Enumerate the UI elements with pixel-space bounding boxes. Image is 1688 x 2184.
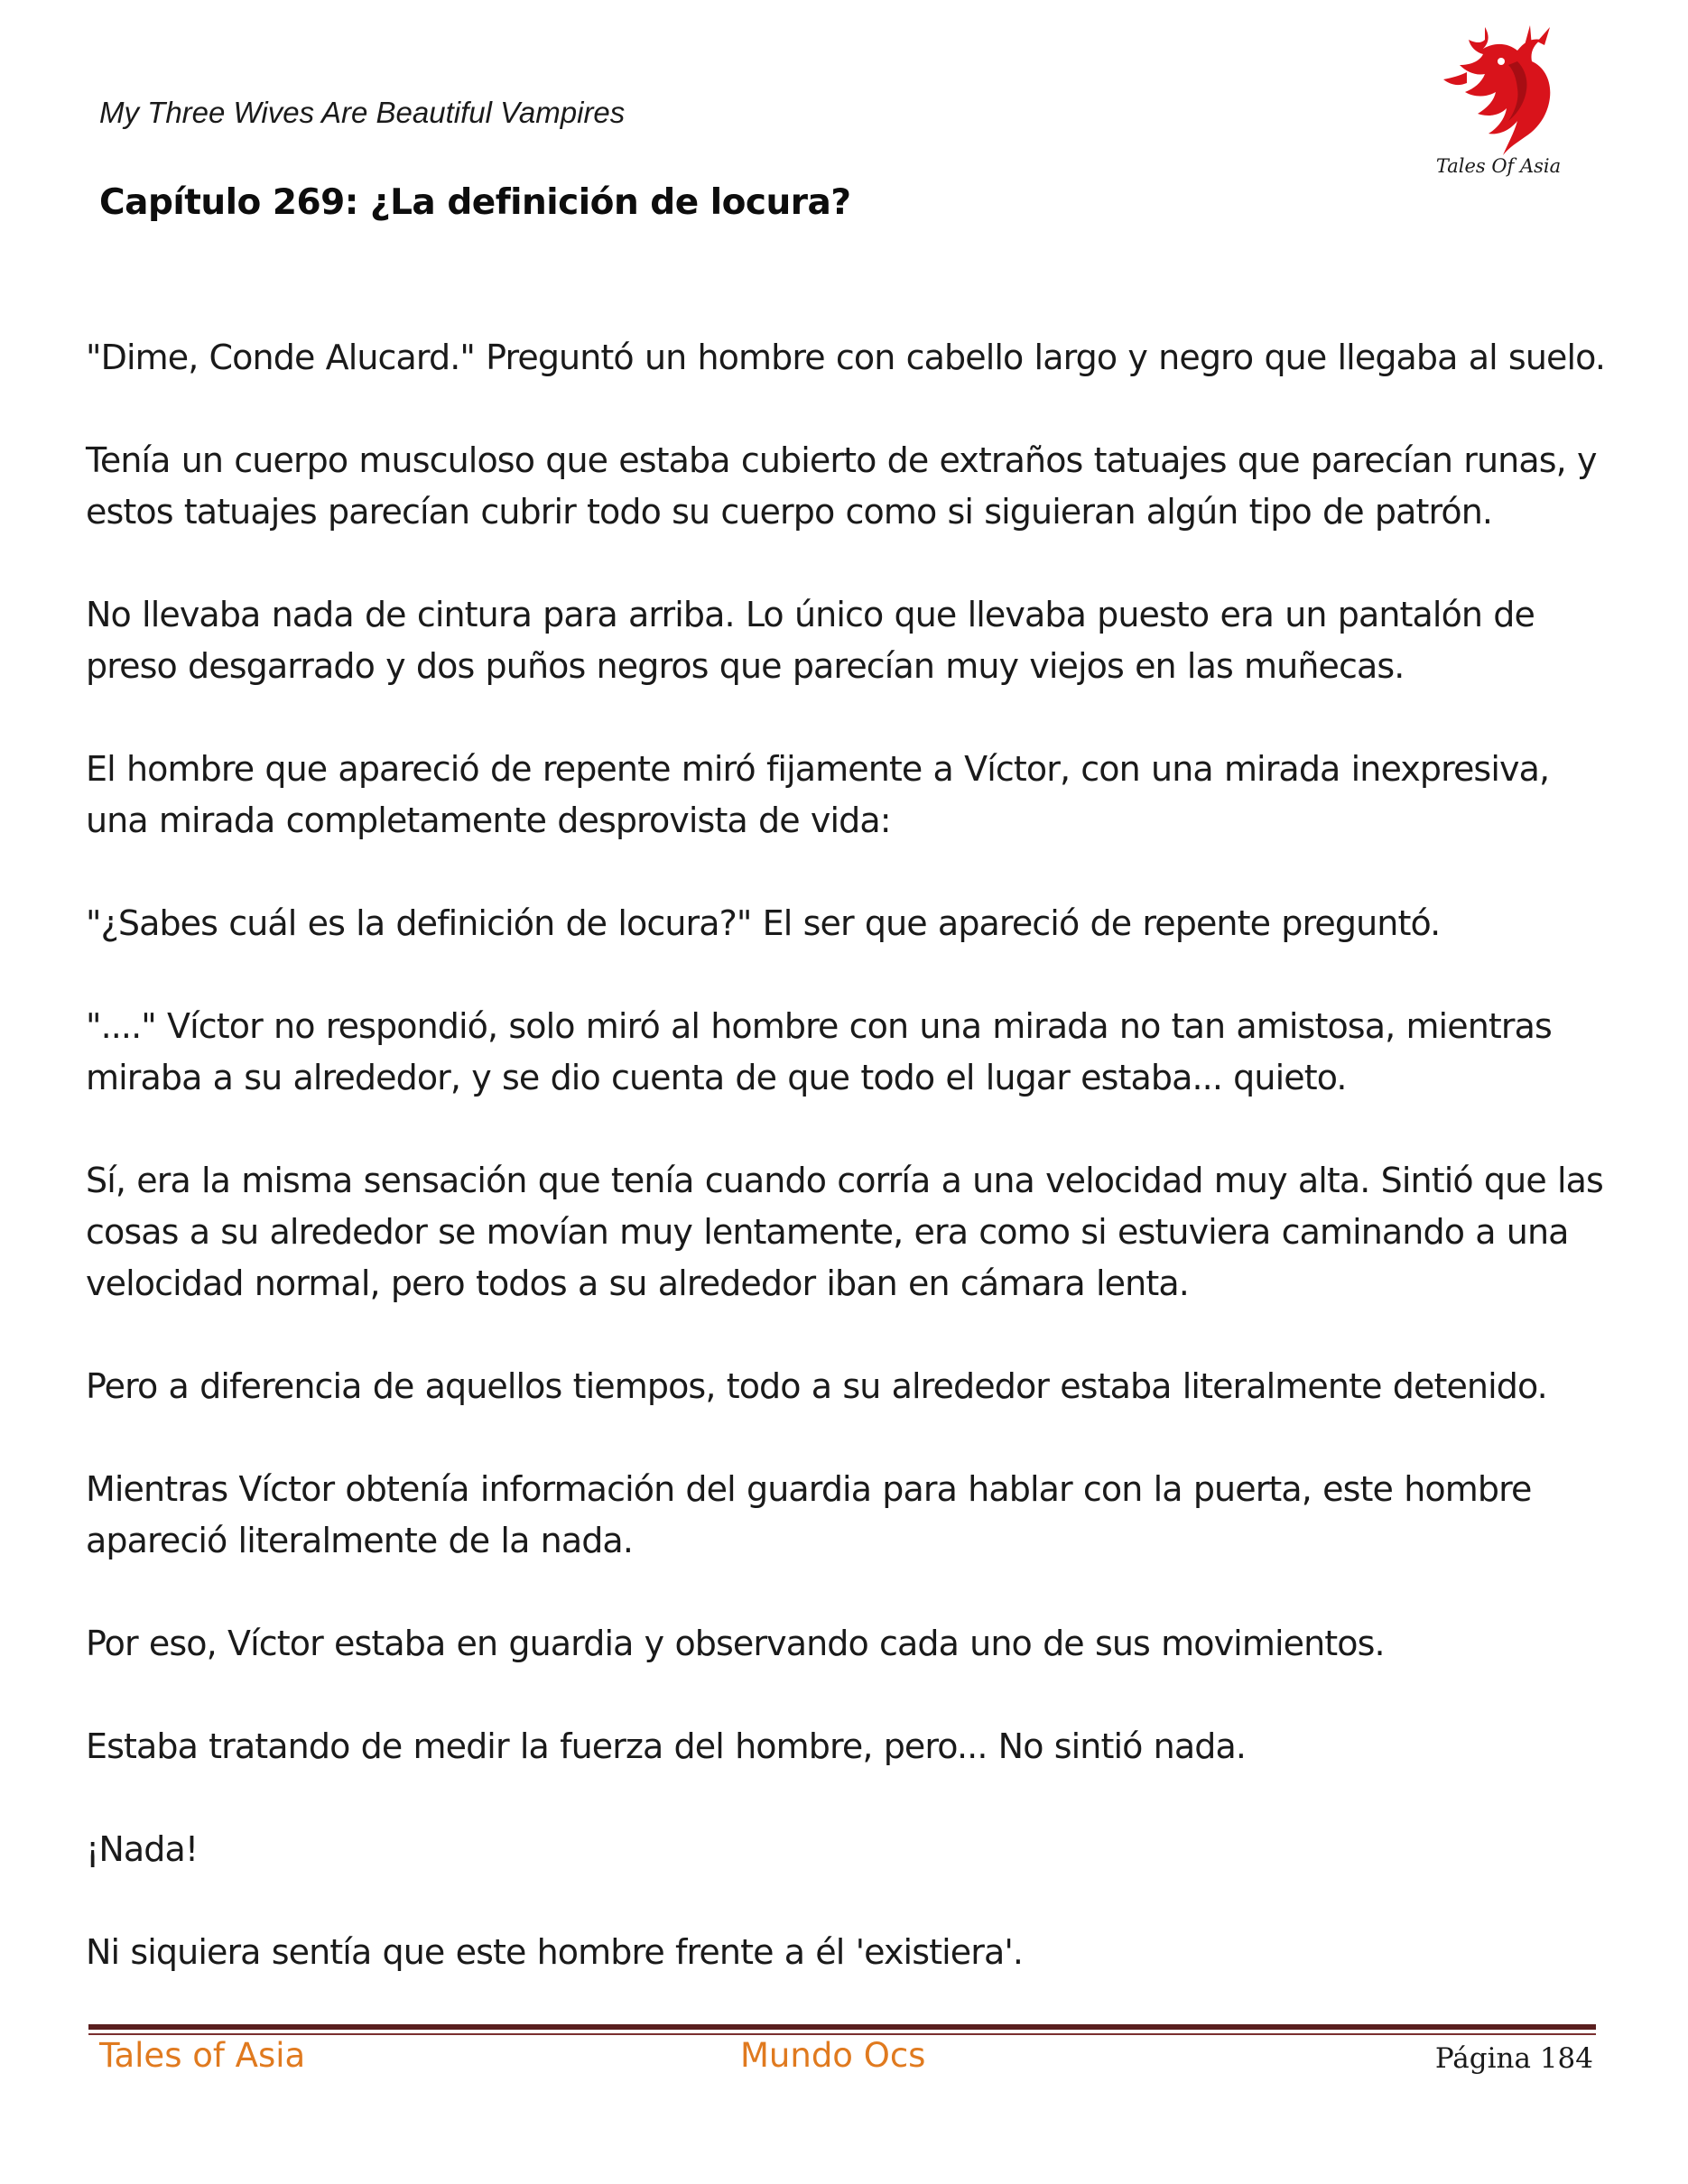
paragraph: "...." Víctor no respondió, solo miró al hombre con una mirada no tan amistosa, mientras miraba a su alrededor, y se dio cuenta de que todo el lugar estaba... quieto. [86, 1006, 1552, 1097]
footer-section-name: Mundo Ocs [740, 2036, 926, 2075]
paragraph: Pero a diferencia de aquellos tiempos, todo a su alrededor estaba literalmente detenido. [86, 1366, 1547, 1406]
book-title: My Three Wives Are Beautiful Vampires [99, 96, 626, 129]
paragraph: No llevaba nada de cintura para arriba. Lo único que llevaba puesto era un pantalón de preso desgarrado y dos puños negros que parecían muy viejos en las muñecas. [86, 595, 1535, 686]
paragraph: Sí, era la misma sensación que tenía cuando corría a una velocidad muy alta. Sintió que las cosas a su alrededor se movían muy lentamente, era como si estuviera caminando a una velocidad normal, pero todos a su alrededor iban en cámara lenta. [86, 1161, 1603, 1303]
logo-text: Tales Of Asia [1435, 155, 1562, 177]
page-number: Página 184 [1434, 2042, 1593, 2075]
paragraph: ¡Nada! [86, 1829, 199, 1869]
footer-divider-thin [88, 2033, 1596, 2035]
paragraph: "¿Sabes cuál es la definición de locura?" El ser que apareció de repente preguntó. [86, 903, 1441, 943]
paragraph: "Dime, Conde Alucard." Preguntó un hombre con cabello largo y negro que llegaba al suelo. [86, 338, 1606, 377]
paragraph: El hombre que apareció de repente miró fijamente a Víctor, con una mirada inexpresiva, una mirada completamente desprovista de vida: [86, 749, 1550, 840]
chapter-title: Capítulo 269: ¿La definición de locura? [99, 182, 851, 223]
tales-of-asia-logo [1431, 20, 1566, 182]
paragraph: Mientras Víctor obtenía información del guardia para hablar con la puerta, este hombre apareció literalmente de la nada. [86, 1469, 1532, 1560]
footer-site-name: Tales of Asia [99, 2036, 306, 2075]
paragraph: Tenía un cuerpo musculoso que estaba cubierto de extraños tatuajes que parecían runas, y estos tatuajes parecían cubrir todo su cuerpo como si siguieran algún tipo de patrón. [86, 440, 1597, 532]
paragraph: Ni siquiera sentía que este hombre frente a él 'existiera'. [86, 1932, 1024, 1972]
footer-divider [88, 2024, 1596, 2030]
paragraph: Por eso, Víctor estaba en guardia y observando cada uno de sus movimientos. [86, 1624, 1385, 1663]
paragraph: Estaba tratando de medir la fuerza del hombre, pero... No sintió nada. [86, 1726, 1247, 1766]
chapter-body [86, 332, 1620, 2030]
